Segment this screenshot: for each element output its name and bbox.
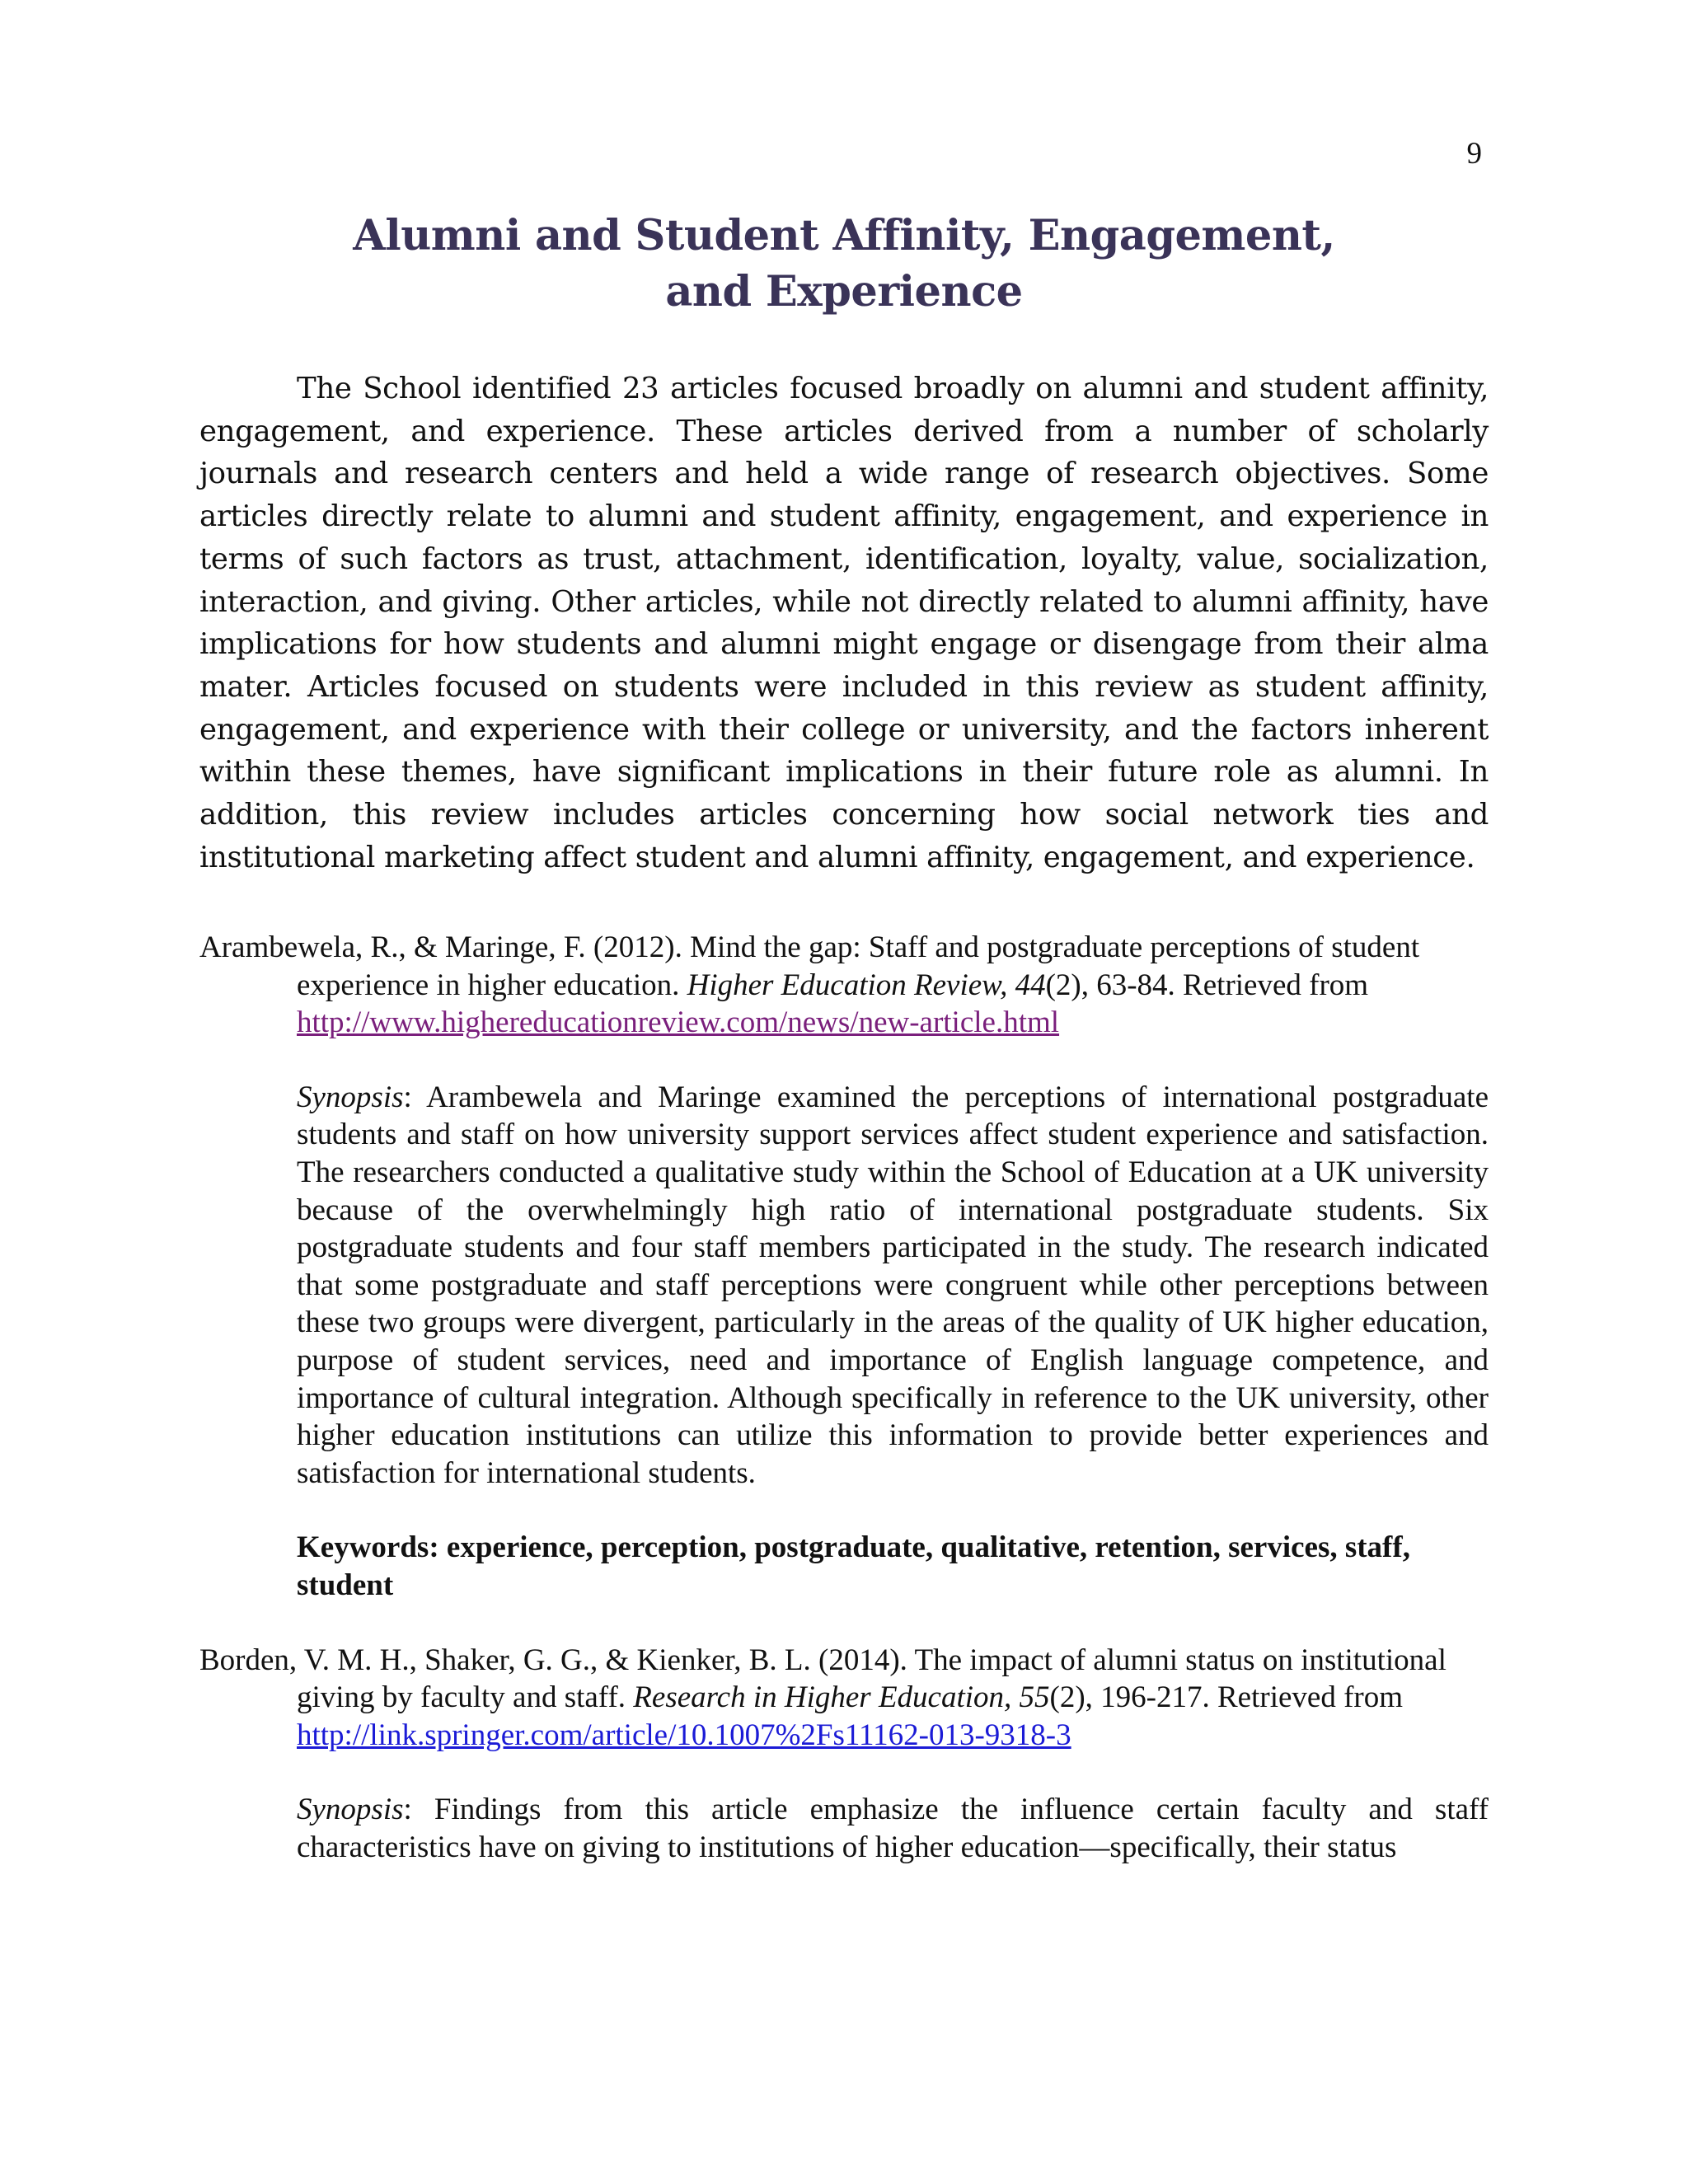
bibliography-entry bbox=[199, 929, 1489, 1605]
journal-title: Research in Higher Education, 55 bbox=[633, 1680, 1050, 1715]
synopsis-label: Synopsis bbox=[297, 1080, 404, 1114]
section-title-line-2: and Experience bbox=[665, 267, 1023, 316]
citation-text: Arambewela, R., & Maringe, F. (2012). Mind the gap: Staff and postgraduate perceptions of student experience in higher education. bbox=[199, 930, 1420, 1002]
synopsis-text: : Findings from this article emphasize the influence certain faculty and staff characteristics have on giving to institutions of higher education—specifically, their status bbox=[297, 1793, 1489, 1864]
citation-details: (2), 196-217. Retrieved from bbox=[1049, 1680, 1403, 1715]
citation-details: (2), 63-84. Retrieved from bbox=[1045, 968, 1369, 1002]
annotated-bibliography bbox=[199, 929, 1489, 1866]
journal-title: Higher Education Review, 44 bbox=[687, 968, 1046, 1002]
article-link[interactable]: http://www.highereducationreview.com/news/new-article.html bbox=[297, 1005, 1060, 1040]
synopsis bbox=[297, 1079, 1489, 1493]
citation bbox=[199, 929, 1489, 1042]
bibliography-entry bbox=[199, 1642, 1489, 1867]
page-number: 9 bbox=[1466, 137, 1482, 171]
article-link[interactable]: http://link.springer.com/article/10.1007%2Fs11162-013-9318-3 bbox=[297, 1718, 1071, 1752]
section-title-line-1: Alumni and Student Affinity, Engagement, bbox=[353, 211, 1335, 260]
intro-paragraph: The School identified 23 articles focused broadly on alumni and student affinity, engagement, and experience. These articles derived from a number of scholarly journals and research centers and held a wide range of research objectives. Some articles directly relate to alumni and student affinity, engagement, and experience in terms of such factors as trust, attachment, identification, loyalty, value, socialization, interaction, and giving. Other articles, while not directly related to alumni affinity, have implications for how students and alumni might engage or disengage from their alma mater. Articles focused on students were included in this review as student affinity, engagement, and experience with their college or university, and the factors inherent within these themes, have significant implications in their future role as alumni. In addition, this review includes articles concerning how social network ties and institutional marketing affect student and alumni affinity, engagement, and experience. bbox=[199, 372, 1489, 874]
keywords: Keywords: experience, perception, postgraduate, qualitative, retention, services, staff, student bbox=[297, 1530, 1410, 1602]
section-title bbox=[0, 208, 1688, 320]
citation bbox=[199, 1642, 1489, 1755]
synopsis bbox=[297, 1791, 1489, 1866]
synopsis-text: : Arambewela and Maringe examined the perceptions of international postgraduate students and staff on how university support services affect student experience and satisfaction. The researchers conducted a qualitative study within the School of Education at a UK university because of the overwhelmingly high ratio of international postgraduate students. Six postgraduate students and four staff members participated in the study. The research indicated that some postgraduate and staff perceptions were congruent while other perceptions between these two groups were divergent, particularly in the areas of the quality of UK higher education, purpose of student services, need and importance of English language competence, and importance of cultural integration. Although specifically in reference to the UK university, other higher education institutions can utilize this information to provide better experiences and satisfaction for international students. bbox=[297, 1080, 1489, 1490]
citation-text: Borden, V. M. H., Shaker, G. G., & Kienker, B. L. (2014). The impact of alumni status on institutional giving by faculty and staff. bbox=[199, 1643, 1447, 1715]
synopsis-label: Synopsis bbox=[297, 1793, 404, 1827]
